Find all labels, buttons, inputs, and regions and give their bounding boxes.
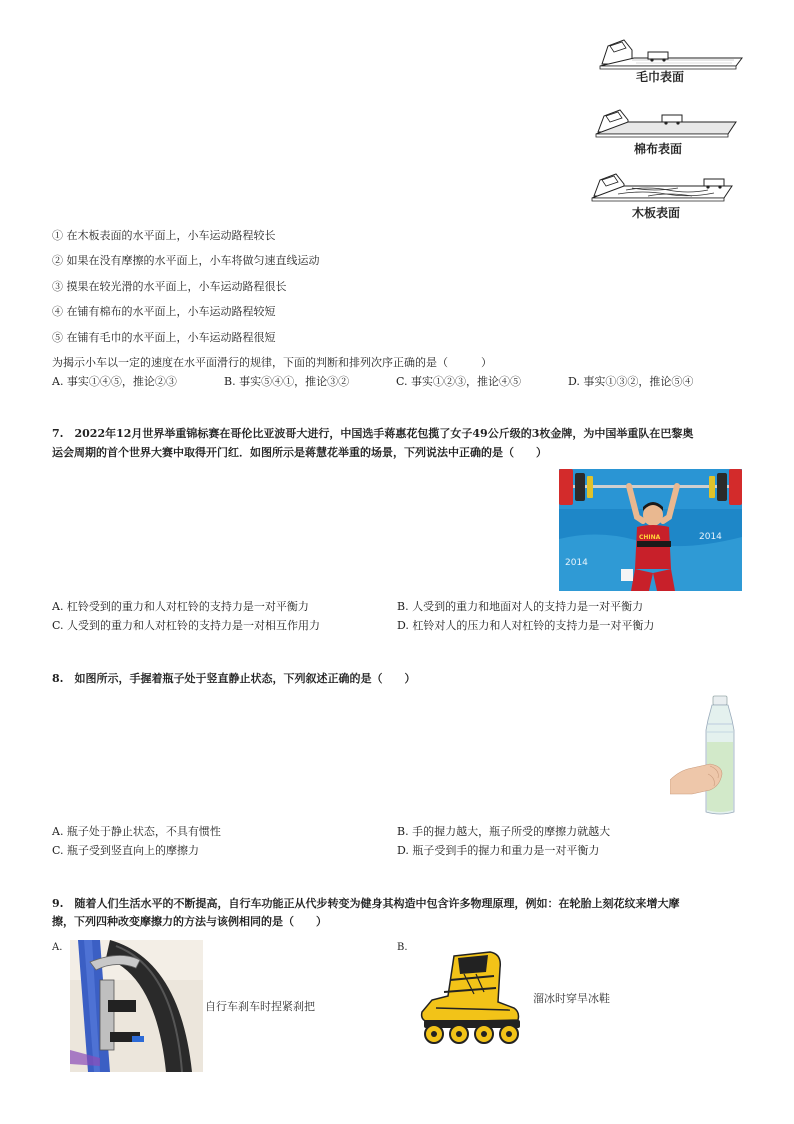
q9-option-b-letter[interactable]: B.	[397, 942, 408, 953]
q7-option-d[interactable]: D. 杠铃对人的压力和人对杠铃的支持力是一对平衡力	[397, 619, 655, 632]
q8-option-c[interactable]: C. 瓶子受到竖直向上的摩擦力	[52, 844, 200, 857]
inline-skate-figure	[414, 950, 532, 1046]
q7-option-b[interactable]: B. 人受到的重力和地面对人的支持力是一对平衡力	[397, 600, 644, 613]
photo-year-left: 2014	[565, 558, 588, 568]
q9-stem-line1: 9. 随着人们生活水平的不断提高，自行车功能正从代步转变为健身其构造中包含许多物理原理，例如：在轮胎上刻花纹来增大摩	[52, 897, 680, 910]
bottle-in-hand-icon	[670, 694, 742, 816]
bottle-hand-figure	[670, 694, 742, 816]
q7-option-a[interactable]: A. 杠铃受到的重力和人对杠铃的支持力是一对平衡力	[52, 600, 309, 613]
q7-option-c[interactable]: C. 人受到的重力和人对杠铃的支持力是一对相互作用力	[52, 619, 321, 632]
q8-option-d[interactable]: D. 瓶子受到手的握力和重力是一对平衡力	[397, 844, 600, 857]
wood-surface-label: 木板表面	[632, 206, 681, 220]
towel-surface-figure	[596, 36, 746, 88]
bike-brake-photo	[70, 940, 203, 1072]
q7-stem-line2: 运会周期的首个世界大赛中取得开门红．如图所示是蒋慧花举重的场景，下列说法中正确的是（ ）	[52, 446, 547, 459]
photo-year-right: 2014	[699, 532, 722, 542]
cotton-surface-figure	[592, 108, 742, 160]
wood-surface-icon	[588, 172, 738, 206]
bicycle-brake-image	[70, 940, 203, 1072]
q6-statement-1: ① 在木板表面的水平面上，小车运动路程较长	[52, 229, 276, 242]
q6-statement-5: ⑤ 在铺有毛巾的水平面上，小车运动路程很短	[52, 331, 276, 344]
q9-option-a-caption: 自行车刹车时捏紧刹把	[205, 1000, 315, 1013]
weightlifter-photo	[559, 469, 742, 591]
q9-option-a-letter[interactable]: A.	[52, 942, 63, 953]
q6-option-a[interactable]: A. 事实①④⑤，推论②③	[52, 375, 177, 388]
q6-option-c[interactable]: C. 事实①②③，推论④⑤	[396, 375, 522, 388]
q8-option-b[interactable]: B. 手的握力越大，瓶子所受的摩擦力就越大	[397, 825, 611, 838]
weightlifter-image	[559, 469, 742, 591]
q6-question: 为揭示小车以一定的速度在水平面滑行的规律，下面的判断和排列次序正确的是（ ）	[52, 356, 492, 369]
q6-statement-3: ③ 摸果在较光滑的水平面上，小车运动路程很长	[52, 280, 287, 293]
towel-surface-label: 毛巾表面	[636, 70, 685, 84]
q7-stem-line1: 7. 2022年12月世界举重锦标赛在哥伦比亚波哥大进行，中国选手蒋惠花包揽了女子49公斤级的3枚金牌，为中国举重队在巴黎奥	[52, 427, 694, 440]
q6-statement-4: ④ 在铺有棉布的水平面上，小车运动路程较短	[52, 305, 276, 318]
q6-statement-2: ② 如果在没有摩擦的水平面上，小车将做匀速直线运动	[52, 254, 320, 267]
q6-option-d[interactable]: D. 事实①③②，推论⑤④	[568, 375, 694, 388]
q9-stem-line2: 擦，下列四种改变摩擦力的方法与该例相同的是（ ）	[52, 915, 327, 928]
jersey-text: CHINA	[639, 534, 661, 541]
cotton-surface-label: 棉布表面	[634, 142, 683, 156]
roller-skate-icon	[414, 950, 532, 1046]
q9-option-b-caption: 溜冰时穿旱冰鞋	[533, 992, 610, 1005]
cotton-surface-icon	[592, 108, 742, 142]
q6-option-b[interactable]: B. 事实⑤④①，推论③②	[224, 375, 350, 388]
q8-option-a[interactable]: A. 瓶子处于静止状态，不具有惯性	[52, 825, 221, 838]
towel-surface-icon	[596, 36, 746, 70]
q8-stem: 8. 如图所示，手握着瓶子处于竖直静止状态，下列叙述正确的是（ ）	[52, 672, 416, 685]
wood-surface-figure	[588, 172, 738, 224]
